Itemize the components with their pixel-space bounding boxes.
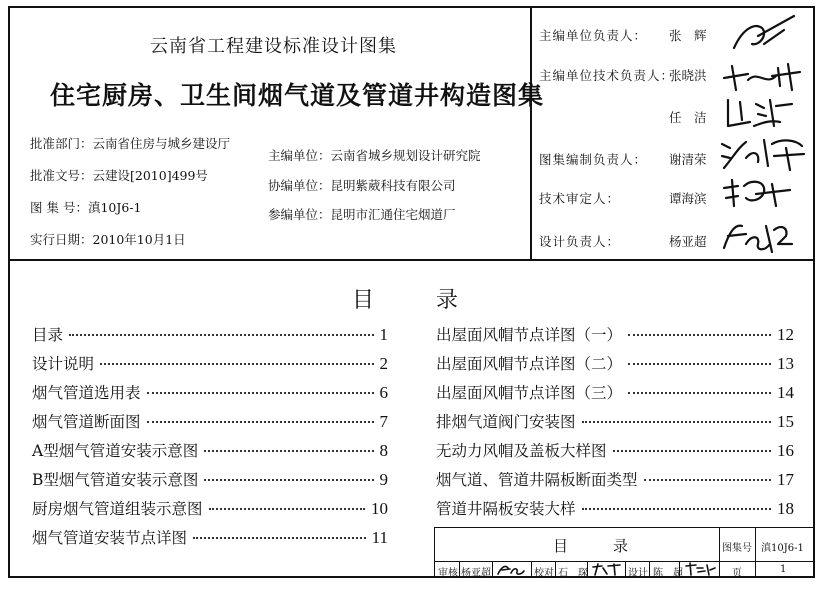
toc-entry-page: 7 — [379, 412, 388, 431]
leader-dots — [147, 421, 374, 423]
leader-dots — [628, 334, 771, 336]
toc-entry-title: 管道井隔板安装大样 — [436, 500, 576, 518]
toc-entry[interactable] — [436, 381, 794, 403]
toc-entry[interactable] — [32, 410, 388, 432]
toc-entry-page: 2 — [379, 354, 388, 373]
toc-entry-page: 9 — [379, 470, 388, 489]
toc-entry[interactable] — [32, 439, 388, 461]
page-number: 1 — [780, 564, 787, 575]
role-name: 张晓洪 — [669, 68, 707, 83]
toc-entry-title: 排烟气道阀门安装图 — [436, 413, 576, 431]
role-label: 技术审定人： — [539, 191, 621, 206]
leader-dots — [628, 392, 771, 394]
toc-entry-page: 6 — [379, 383, 388, 402]
leader-dots — [204, 450, 373, 452]
signature-xie-qingrong — [716, 130, 808, 174]
leader-dots — [628, 363, 771, 365]
role-name: 谢清荣 — [669, 152, 707, 167]
header-divider — [8, 259, 815, 261]
leader-dots — [100, 363, 373, 365]
atlas-subtitle: 云南省工程建设标准设计图集 — [150, 36, 397, 57]
chief-unit: 主编单位：云南省城乡规划设计研究院 — [268, 148, 481, 163]
toc-entry-title: 设计说明 — [32, 355, 95, 373]
role-label: 设计负责人： — [539, 234, 621, 249]
role-name: 张 辉 — [669, 28, 707, 43]
leader-dots — [193, 537, 366, 539]
review-label: 审核 — [438, 568, 458, 579]
toc-entry-page: 11 — [371, 528, 388, 547]
signature-review — [495, 562, 529, 577]
review-name: 杨亚超 — [461, 568, 491, 579]
co-unit: 协编单位：昆明紫葳科技有限公司 — [268, 178, 456, 193]
toc-entry[interactable] — [32, 497, 388, 519]
toc-entry-page: 15 — [777, 412, 794, 431]
signature-yang-yachao — [716, 214, 798, 258]
participating-unit: 参编单位：昆明市汇通住宅烟道厂 — [268, 207, 456, 222]
design-label: 设计 — [628, 568, 648, 579]
toc-entry-title: 厨房烟气管道组装示意图 — [32, 500, 203, 518]
title-block — [434, 527, 815, 578]
toc-entry[interactable] — [436, 352, 794, 374]
toc-title: 目录 — [352, 288, 521, 313]
atlas-number-value: 滇10J6-1 — [761, 543, 804, 554]
toc-entry-page: 17 — [777, 470, 794, 489]
toc-entry-page: 14 — [777, 383, 794, 402]
leader-dots — [204, 479, 373, 481]
toc-entry-page: 18 — [777, 499, 794, 518]
toc-entry[interactable] — [32, 352, 388, 374]
toc-entry-title: 烟气管道断面图 — [32, 413, 141, 431]
approval-department: 批准部门：云南省住房与城乡建设厅 — [30, 136, 231, 151]
role-label: 图集编制负责人： — [539, 152, 648, 167]
role-name: 任 洁 — [669, 110, 707, 125]
signature-zhang-xiaohong — [718, 56, 810, 96]
check-name: 石 琛 — [558, 568, 588, 579]
toc-entry[interactable] — [436, 468, 794, 490]
leader-dots — [582, 508, 771, 510]
check-label: 校对 — [534, 568, 554, 579]
leader-dots — [209, 508, 365, 510]
toc-entry[interactable] — [436, 410, 794, 432]
toc-entry-page: 16 — [777, 441, 794, 460]
atlas-title: 住宅厨房、卫生间烟气道及管道井构造图集 — [50, 81, 545, 110]
signature-check — [590, 562, 624, 577]
toc-entry-page: 8 — [379, 441, 388, 460]
role-label: 主编单位负责人： — [539, 28, 648, 43]
signature-ren-jie — [720, 92, 800, 132]
design-name: 陈 超 — [653, 568, 683, 579]
role-label: 主编单位技术负责人： — [539, 68, 675, 83]
atlas-number-label: 图集号 — [722, 543, 752, 554]
leader-dots — [69, 334, 373, 336]
toc-entry-title: 出屋面风帽节点详图（一） — [436, 326, 623, 344]
signature-zhang-hui — [724, 10, 804, 56]
toc-entry-page: 12 — [777, 325, 794, 344]
toc-entry-title: 出屋面风帽节点详图（二） — [436, 355, 623, 373]
toc-entry-page: 10 — [371, 499, 388, 518]
atlas-number: 图 集 号：滇10J6-1 — [30, 200, 142, 215]
leader-dots — [613, 450, 771, 452]
role-name: 谭海滨 — [669, 191, 707, 206]
toc-entry[interactable] — [436, 497, 794, 519]
toc-entry-title: 烟气管道安装节点详图 — [32, 529, 188, 547]
toc-entry-page: 1 — [379, 325, 388, 344]
signature-tan-haibin — [716, 172, 798, 212]
toc-entry[interactable] — [32, 526, 388, 548]
toc-entry-page: 13 — [777, 354, 794, 373]
approval-document: 批准文号：云建设[2010]499号 — [30, 168, 208, 183]
leader-dots — [147, 392, 374, 394]
role-name: 杨亚超 — [669, 234, 707, 249]
toc-entry[interactable] — [32, 468, 388, 490]
toc-entry-title: B型烟气管道安装示意图 — [32, 471, 199, 489]
toc-entry[interactable] — [436, 323, 794, 345]
sheet-title: 目 录 — [553, 537, 629, 555]
page-label: 页 — [732, 568, 742, 579]
toc-entry-title: A型烟气管道安装示意图 — [32, 442, 199, 460]
toc-entry-title: 烟气管道选用表 — [32, 384, 141, 402]
toc-entry-title: 目录 — [32, 326, 64, 344]
toc-entry-title: 无动力风帽及盖板大样图 — [436, 442, 607, 460]
leader-dots — [582, 421, 771, 423]
toc-entry[interactable] — [32, 381, 388, 403]
toc-entry-title: 烟气道、管道井隔板断面类型 — [436, 471, 638, 489]
signature-design — [683, 562, 717, 577]
effective-date: 实行日期：2010年10月1日 — [30, 232, 186, 247]
header-column-divider — [530, 6, 532, 260]
toc-entry[interactable] — [32, 323, 388, 345]
leader-dots — [644, 479, 771, 481]
toc-entry-title: 出屋面风帽节点详图（三） — [436, 384, 623, 402]
toc-entry[interactable] — [436, 439, 794, 461]
